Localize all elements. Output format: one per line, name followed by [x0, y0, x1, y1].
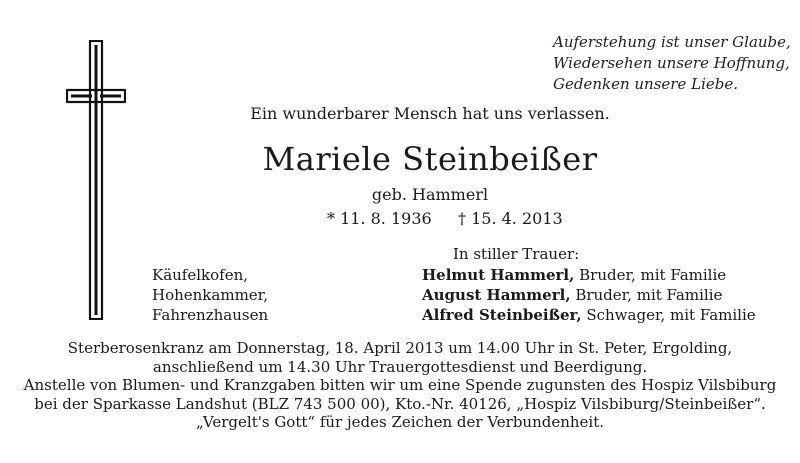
mourner-relation: Bruder, mit Familie	[575, 286, 723, 304]
birth-date: * 11. 8. 1936	[327, 209, 432, 228]
mourner-item	[422, 285, 756, 305]
place-item: Käufelkofen,	[152, 266, 249, 284]
service-info	[0, 339, 800, 432]
places-list	[152, 265, 268, 325]
motto-line: Wiedersehen unsere Hoffnung,	[553, 54, 790, 72]
mourners-heading: In stiller Trauer:	[453, 245, 580, 263]
place-item: Hohenkammer,	[152, 286, 268, 304]
death-date: † 15. 4. 2013	[458, 209, 563, 228]
cross-icon	[66, 40, 126, 320]
place-item: Fahrenzhausen	[152, 306, 269, 324]
mourner-item	[422, 305, 756, 325]
mourner-name: Helmut Hammerl,	[422, 266, 575, 284]
service-line: anschließend um 14.30 Uhr Trauergottesdienst und Beerdigung.	[152, 357, 648, 376]
mourner-item	[422, 265, 756, 285]
motto-line: Auferstehung ist unser Glaube,	[553, 33, 791, 51]
mourners-list	[422, 265, 756, 325]
service-line: Anstelle von Blumen- und Kranzgaben bitten wir um eine Spende zugunsten des Hospiz Vilsbiburg	[23, 376, 777, 394]
mourner-relation: Schwager, mit Familie	[586, 306, 756, 324]
mourner-relation: Bruder, mit Familie	[579, 266, 727, 284]
service-line: Sterberosenkranz am Donnerstag, 18. April 2013 um 14.00 Uhr in St. Peter, Ergolding,	[67, 339, 733, 357]
mourner-name: Alfred Steinbeißer,	[422, 306, 582, 324]
motto-line: Gedenken unsere Liebe.	[553, 75, 738, 93]
service-line: „Vergelt's Gott“ für jedes Zeichen der Verbundenheit.	[195, 413, 605, 431]
mourner-name: August Hammerl,	[422, 286, 571, 304]
service-line: bei der Sparkasse Landshut (BLZ 743 500 00), Kto.-Nr. 40126, „Hospiz Vilsbiburg/Steinbeißer“.	[34, 394, 766, 413]
maiden-name: geb. Hammerl	[371, 185, 489, 204]
intro-text: Ein wunderbarer Mensch hat uns verlassen.	[250, 104, 610, 123]
deceased-name: Mariele Steinbeißer	[262, 140, 598, 178]
motto	[553, 32, 791, 95]
